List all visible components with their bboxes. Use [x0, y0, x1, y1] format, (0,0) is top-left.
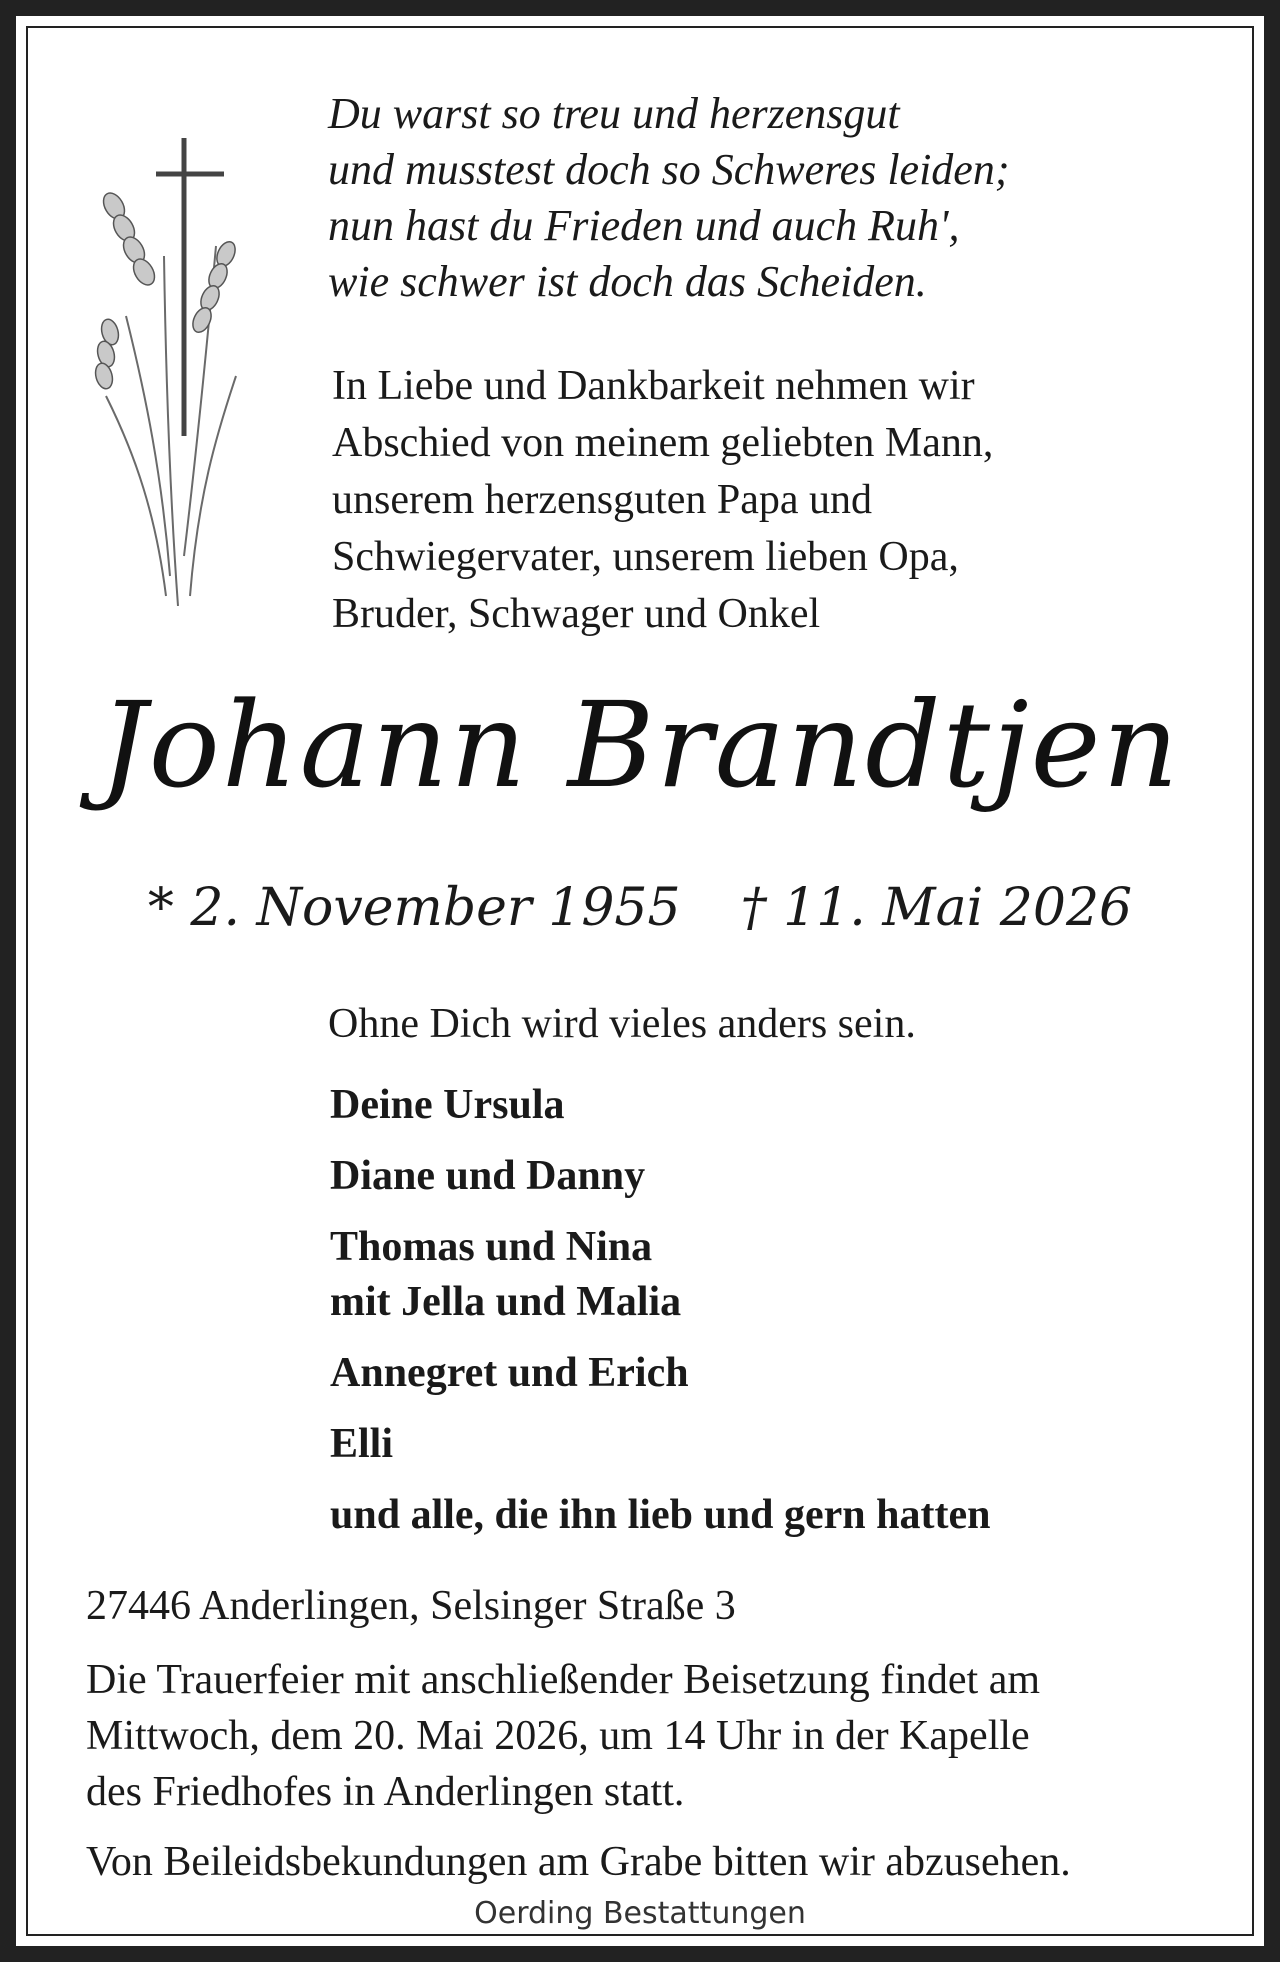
service-info [86, 1652, 1040, 1820]
poem-line: und musstest doch so Schweres leiden; [328, 145, 1010, 194]
mourner-group [330, 1346, 991, 1401]
service-line: des Friedhofes in Anderlingen statt. [86, 1769, 685, 1815]
closing-line: Ohne Dich wird vieles anders sein. [328, 1001, 916, 1047]
mourner-line: Diane und Danny [330, 1153, 646, 1199]
deceased-name: Johann Brandtjen [99, 676, 1181, 814]
intro-line: Bruder, Schwager und Onkel [332, 591, 821, 637]
mourner-line: und alle, die ihn lieb und gern hatten [330, 1492, 991, 1538]
condolence-note: Von Beileidsbekundungen am Grabe bitten wir abzusehen. [86, 1839, 1071, 1885]
cross-with-wheat-icon [66, 136, 276, 606]
mourner-line: mit Jella und Malia [330, 1279, 682, 1325]
mourner-group [330, 1078, 991, 1133]
death-date: † 11. Mai 2026 [740, 878, 1133, 938]
mourner-line: Annegret und Erich [330, 1350, 689, 1396]
poem [328, 86, 1009, 310]
poem-line: nun hast du Frieden und auch Ruh', [328, 201, 960, 250]
service-line: Mittwoch, dem 20. Mai 2026, um 14 Uhr in der Kapelle [86, 1713, 1030, 1759]
poem-line: Du warst so treu und herzensgut [328, 89, 900, 138]
intro-line: Abschied von meinem geliebten Mann, [332, 420, 994, 466]
address: 27446 Anderlingen, Selsinger Straße 3 [86, 1583, 736, 1629]
mourner-group [330, 1488, 991, 1543]
mourner-line: Deine Ursula [330, 1082, 565, 1128]
service-line: Die Trauerfeier mit anschließender Beisetzung findet am [86, 1657, 1041, 1703]
mourner-group [330, 1149, 991, 1204]
mourners-list [330, 1078, 991, 1559]
mourner-group [330, 1417, 991, 1472]
intro-line: In Liebe und Dankbarkeit nehmen wir [332, 363, 975, 409]
intro-text [332, 358, 993, 643]
birth-date: * 2. November 1955 [147, 878, 681, 938]
life-dates [16, 878, 1264, 938]
intro-line: unserem herzensguten Papa und [332, 477, 872, 523]
undertaker-name: Oerding Bestattungen [474, 1896, 806, 1931]
mourner-group [330, 1220, 991, 1330]
mourner-line: Elli [330, 1421, 394, 1467]
intro-line: Schwiegervater, unserem lieben Opa, [332, 534, 959, 580]
mourner-line: Thomas und Nina [330, 1224, 653, 1270]
poem-line: wie schwer ist doch das Scheiden. [328, 257, 927, 306]
